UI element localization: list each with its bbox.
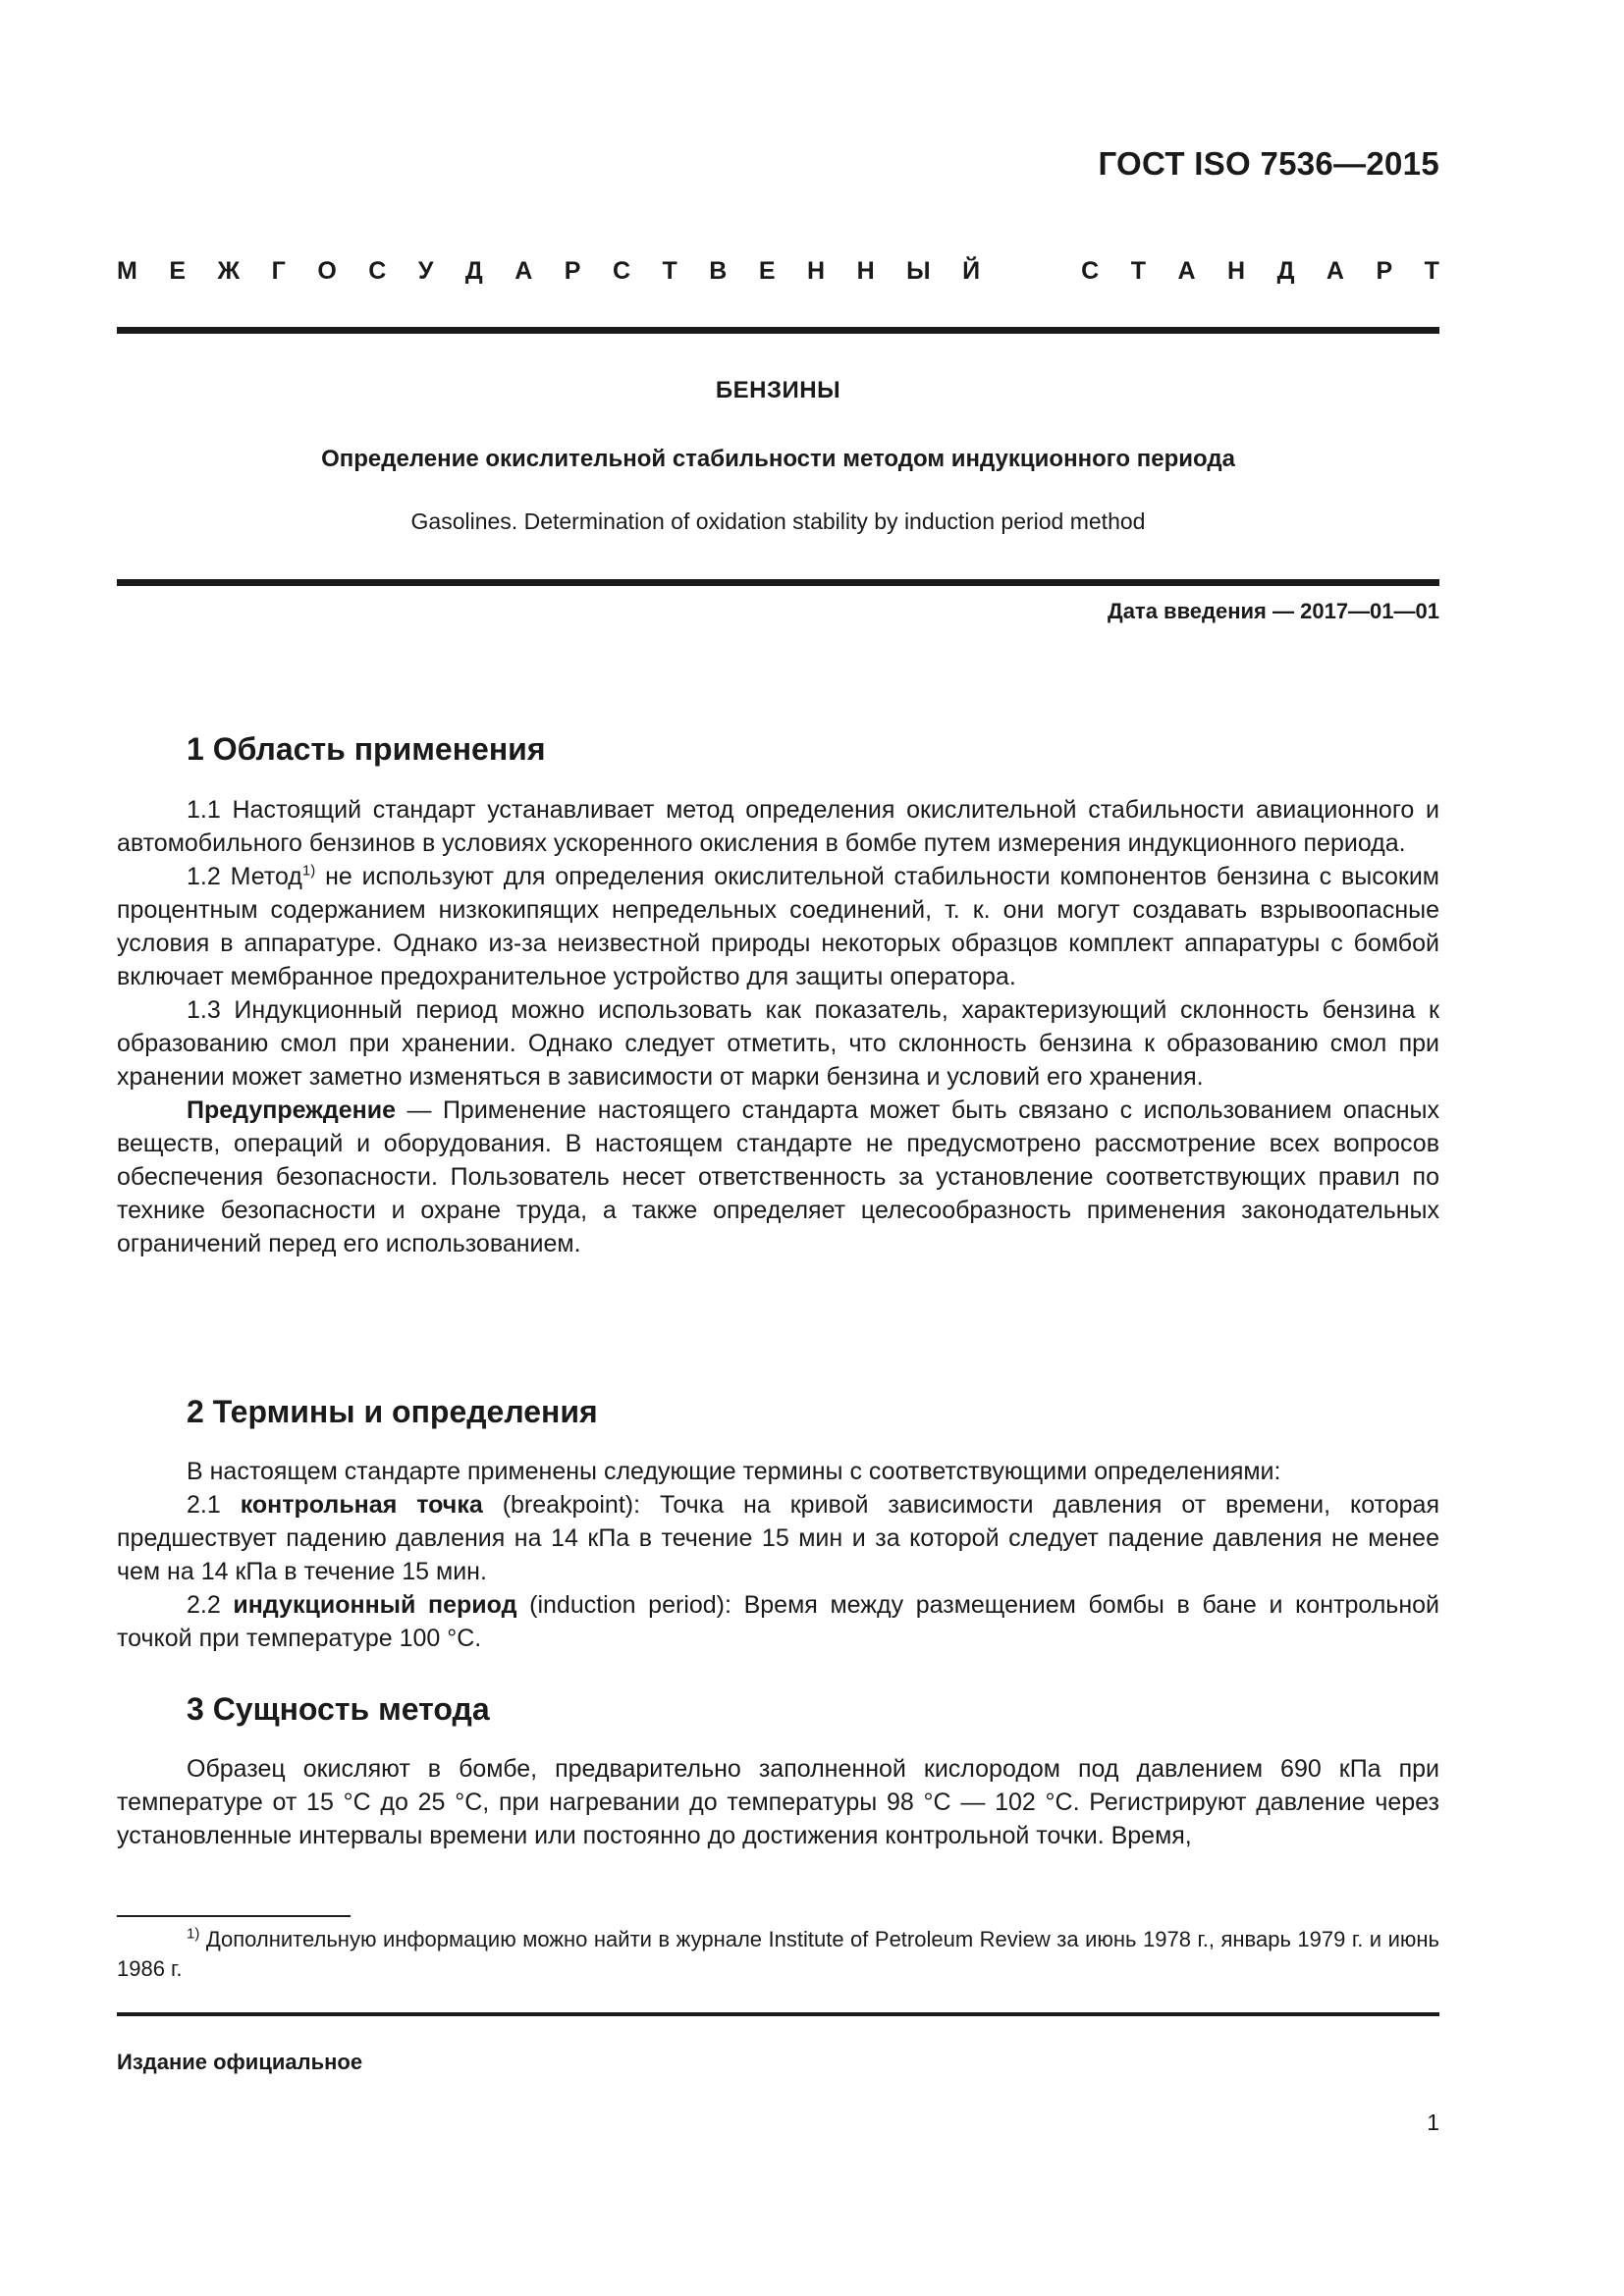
banner-letter: М xyxy=(117,257,137,285)
document-title: БЕНЗИНЫ xyxy=(715,377,841,403)
warning-paragraph xyxy=(117,1094,1439,1260)
banner-letter: О xyxy=(317,257,337,285)
banner-letter: Н xyxy=(856,257,875,285)
banner-letter: С xyxy=(1081,257,1100,285)
term-2-1-number: 2.1 xyxy=(187,1491,241,1519)
standard-code: ГОСТ ISO 7536—2015 xyxy=(1098,145,1439,182)
banner-letter: С xyxy=(612,257,631,285)
page-number: 1 xyxy=(1427,2109,1439,2135)
term-2-1 xyxy=(117,1488,1439,1588)
term-2-2-name: индукционный период xyxy=(233,1591,517,1619)
paragraph-1-1: 1.1 Настоящий стандарт устанавливает метод определения окислительной стабильности авиационного и автомобильного бензинов в условиях ускоренного окисления в бомбе путем измерения индукционного периода. xyxy=(117,796,1439,857)
term-2-2-definition: (induction period): Время между размещением бомбы в бане и контрольной точкой при температуре 100 °С. xyxy=(117,1591,1439,1652)
section-3-heading: 3 Сущность метода xyxy=(187,1691,490,1727)
document-title-english: Gasolines. Determination of oxidation stability by induction period method xyxy=(410,508,1146,534)
footnote-text: Дополнительную информацию можно найти в журнале Institute of Petroleum Review за июнь 1978 г., январь 1979 г. и июнь 1986 г. xyxy=(117,1927,1439,1981)
section-1-heading: 1 Область применения xyxy=(187,731,546,767)
footnote-separator xyxy=(117,1915,351,1917)
paragraph-1-2 xyxy=(117,860,1439,993)
banner-letter: Д xyxy=(464,257,483,285)
header-rule-top xyxy=(117,327,1439,334)
banner-letter: Е xyxy=(758,257,776,285)
banner-letter: Т xyxy=(1424,257,1439,285)
paragraph-1-2-start: 1.2 Метод xyxy=(187,863,302,890)
section-3-body xyxy=(117,1752,1439,1852)
banner-letter: А xyxy=(514,257,533,285)
banner-letter: Р xyxy=(1376,257,1393,285)
banner-letter: У xyxy=(417,257,434,285)
banner-letter: Е xyxy=(169,257,187,285)
banner-letter: А xyxy=(1177,257,1196,285)
section-1-body xyxy=(117,793,1439,1260)
banner-letter: Г xyxy=(271,257,286,285)
footer-rule xyxy=(117,2012,1439,2016)
banner-word-gap xyxy=(1012,257,1050,286)
banner-letter: Н xyxy=(807,257,826,285)
banner-letter: Т xyxy=(662,257,677,285)
banner-letter: С xyxy=(368,257,387,285)
paragraph-1-3: 1.3 Индукционный период можно использовать как показатель, характеризующий склонность бензина к образованию смол при хранении. Однако следует отметить, что склонность бензина к образованию смол при хранении может заметно изменяться в зависимости от марки бензина и условий его хранения. xyxy=(117,996,1439,1091)
banner-letter: Т xyxy=(1130,257,1146,285)
banner-letter: Ж xyxy=(217,257,241,285)
term-2-2 xyxy=(117,1588,1439,1655)
term-2-1-name: контрольная точка xyxy=(240,1491,483,1519)
banner-letter: Ы xyxy=(906,257,931,285)
paragraph-1-2-rest: не используют для определения окислительной стабильности компонентов бензина с высоким процентным содержанием низкокипящих непредельных соединений, т. к. они могут создавать взрывоопасные условия в аппаратуре. Однако из-за неизвестной природы некоторых образцов комплект аппаратуры с бомбой включает мембранное предохранительное устройство для защиты оператора. xyxy=(117,863,1439,990)
footnote xyxy=(117,1925,1439,1984)
banner-letter: Н xyxy=(1227,257,1246,285)
banner-letter: Д xyxy=(1276,257,1295,285)
banner-letter: В xyxy=(709,257,728,285)
document-subtitle: Определение окислительной стабильности методом индукционного периода xyxy=(321,446,1235,472)
paragraph-3-1: Образец окисляют в бомбе, предварительно заполненной кислородом под давлением 690 кПа при температуре от 15 °С до 25 °С, при нагревании до температуры 98 °С — 102 °С. Регистрируют давление через установленные интервалы времени или постоянно до достижения контрольной точки. Время, xyxy=(117,1755,1439,1849)
section-2-body xyxy=(117,1455,1439,1655)
footnote-1 xyxy=(117,1925,1439,1984)
introduction-date: Дата введения — 2017—01—01 xyxy=(1108,599,1439,623)
section-2-heading: 2 Термины и определения xyxy=(187,1394,598,1429)
footnote-marker: 1) xyxy=(187,1925,200,1943)
terms-intro: В настоящем стандарте применены следующие термины с соответствующими определениями: xyxy=(187,1458,1281,1485)
banner-letter: Р xyxy=(564,257,581,285)
official-edition-label: Издание официальное xyxy=(117,2050,363,2074)
banner-letter: А xyxy=(1326,257,1344,285)
footnote-reference: 1) xyxy=(301,862,316,880)
header-rule-bottom xyxy=(117,579,1439,586)
term-2-1-definition: (breakpoint): Точка на кривой зависимости давления от времени, которая предшествует падению давления на 14 кПа в течение 15 мин и за которой следует падение давления не менее чем на 14 кПа в течение 15 мин. xyxy=(117,1491,1439,1585)
banner-letter: Й xyxy=(962,257,981,285)
term-2-2-number: 2.2 xyxy=(187,1591,234,1619)
interstate-standard-banner xyxy=(117,257,1439,286)
warning-label: Предупреждение xyxy=(187,1096,397,1124)
warning-text: — Применение настоящего стандарта может быть связано с использованием опасных веществ, операций и оборудования. В настоящем стандарте не предусмотрено рассмотрение всех вопросов обеспечения безопасности. Пользователь несет ответственность за установление соответствующих правил по технике безопасности и охране труда, а также определяет целесообразность применения законодательных ограничений перед его использованием. xyxy=(117,1096,1439,1257)
